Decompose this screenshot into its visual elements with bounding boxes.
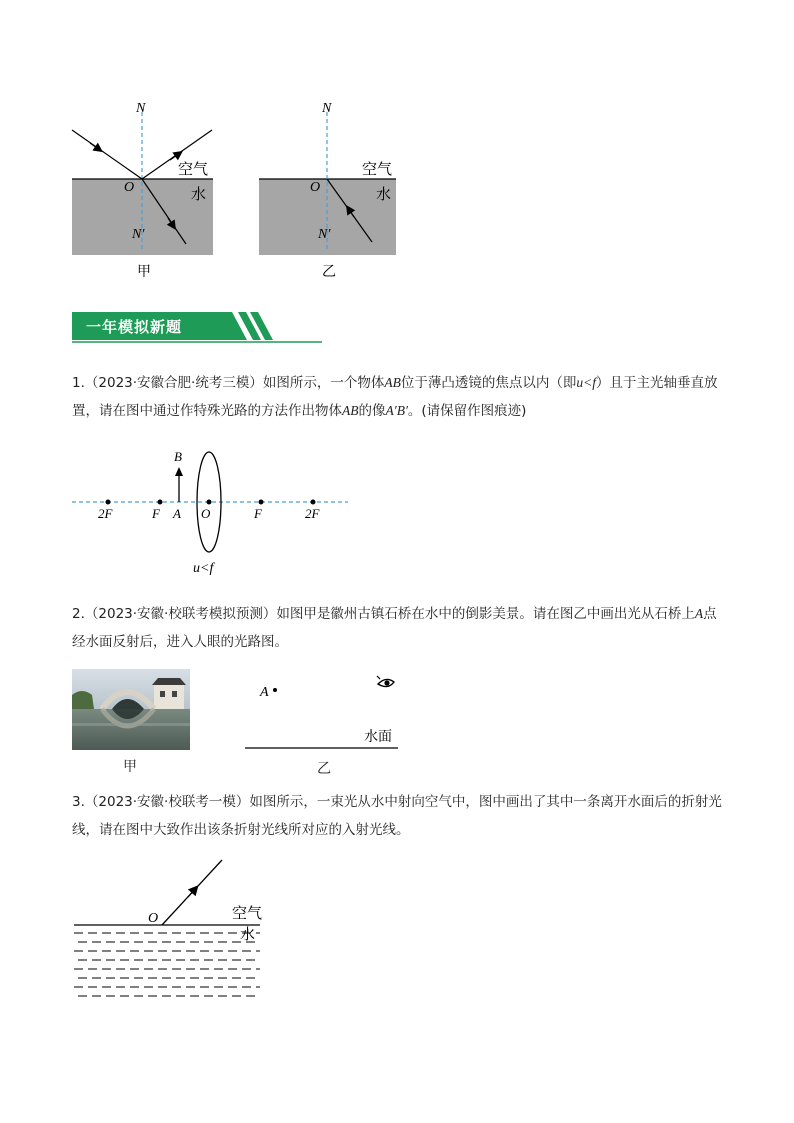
question-3 — [72, 788, 722, 844]
eye-icon — [377, 676, 394, 687]
label-air: 空气 — [232, 904, 263, 922]
label-n: N — [322, 101, 332, 116]
q3-text: 如图所示，一束光从水中射向空气中，图中画出了其中一条离开水面后的折射光线，请在图中大致作出该条折射光线所对应的入射光线。 — [72, 794, 722, 838]
label-o: O — [148, 911, 159, 926]
reflection-refraction-figures — [60, 92, 420, 282]
label-water: 水 — [240, 925, 256, 943]
q1-number: 1. — [72, 375, 85, 391]
label-air: 空气 — [362, 160, 393, 178]
refraction-figure — [70, 856, 270, 1002]
q1-text: 的像 — [358, 403, 386, 419]
label-a: A — [173, 506, 181, 521]
label-b: B — [174, 449, 182, 464]
q3-number: 3. — [72, 794, 85, 810]
caption-jia: 甲 — [137, 264, 151, 280]
q1-ab: AB — [384, 375, 401, 390]
label-o: O — [124, 180, 135, 195]
section-banner — [72, 308, 322, 344]
q1-condition: u<f — [576, 375, 596, 390]
q1-image-label: A′B′ — [385, 403, 408, 418]
incident-ray — [72, 130, 142, 179]
label-f-right: F — [254, 506, 262, 521]
q2-text: 点经水面反射后，进入人眼的光路图。 — [72, 606, 717, 650]
q1-text: 。(请保留作图痕迹) — [407, 403, 527, 419]
label-air: 空气 — [178, 160, 209, 178]
label-u-less-f: u<f — [193, 561, 214, 576]
q1-source: （2023·安徽合肥·统考三模） — [84, 375, 263, 391]
label-f-left: F — [152, 506, 160, 521]
label-water: 水 — [376, 185, 392, 203]
q1-text: 位于薄凸透镜的焦点以内（即 — [400, 375, 577, 391]
lens-figure — [64, 448, 364, 578]
q1-ab: AB — [342, 403, 359, 418]
q2-source: （2023·安徽·校联考模拟预测） — [84, 606, 277, 622]
q1-text: 如图所示，一个物体 — [262, 375, 385, 391]
bridge-photo — [72, 669, 190, 750]
figure-yi — [259, 101, 396, 280]
q2-point: A — [694, 606, 704, 621]
caption-jia: 甲 — [123, 759, 137, 775]
figure-jia — [72, 101, 213, 280]
label-2f-right: 2F — [305, 506, 320, 521]
label-n-prime: N′ — [132, 227, 145, 242]
caption-yi: 乙 — [317, 761, 331, 777]
section-title: 一年模拟新题 — [86, 318, 183, 336]
label-a: A — [260, 685, 269, 700]
label-o: O — [310, 180, 321, 195]
label-2f-left: 2F — [98, 506, 113, 521]
q2-number: 2. — [72, 606, 85, 622]
label-water: 水 — [191, 185, 207, 203]
q2-text: 如图甲是徽州古镇石桥在水中的倒影美景。请在图乙中画出光从石桥上 — [276, 606, 695, 622]
q1-text: ）且于主光轴垂直放置，请在图中通过作特殊光路的方法作出物体 — [72, 375, 718, 419]
caption-yi: 乙 — [322, 264, 336, 280]
water-hatching — [74, 933, 260, 996]
q3-source: （2023·安徽·校联考一模） — [84, 794, 250, 810]
question-2 — [72, 600, 722, 656]
label-o: O — [201, 506, 211, 521]
label-n: N — [136, 101, 146, 116]
label-water-surface: 水面 — [364, 729, 392, 745]
label-n-prime: N′ — [318, 227, 331, 242]
question-1 — [72, 369, 722, 425]
